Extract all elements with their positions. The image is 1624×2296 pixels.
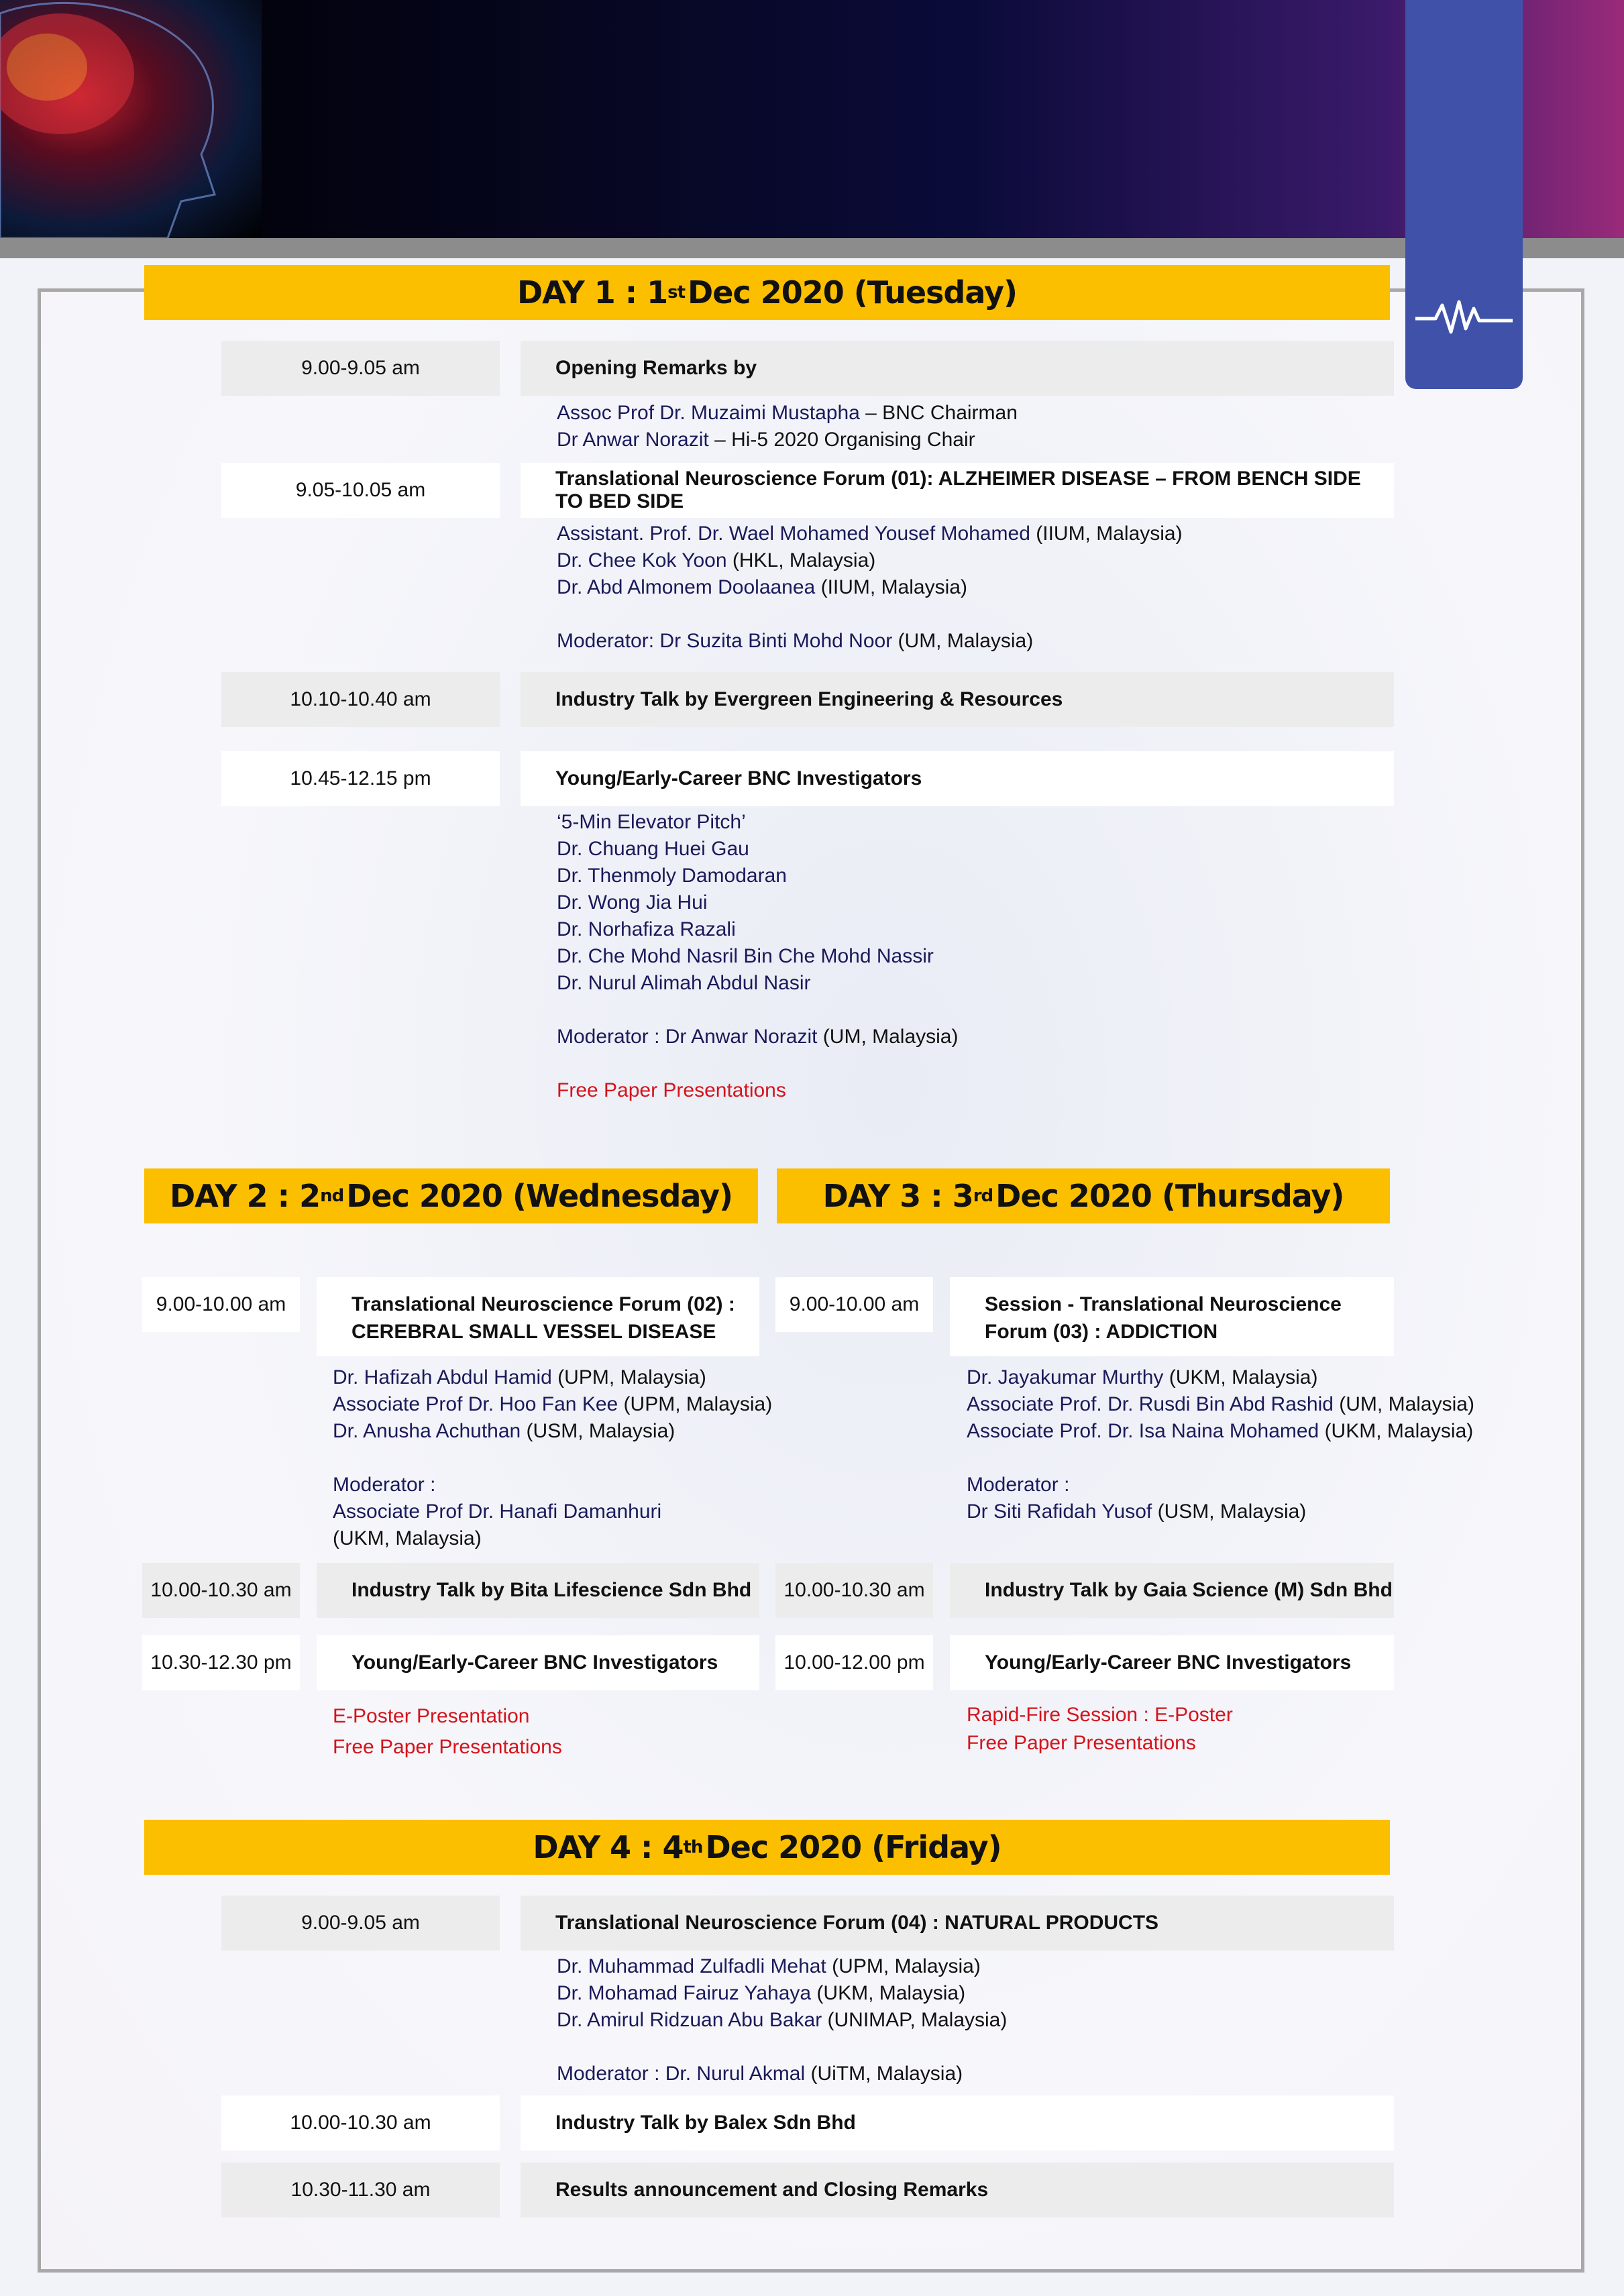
day3-title-sup: rd: [973, 1186, 993, 1206]
session-title: [950, 1277, 1394, 1356]
day4-title-prefix: DAY 4 : 4: [533, 1829, 684, 1865]
day4-title: [144, 1820, 1390, 1875]
pulse-wave-icon: [1412, 282, 1516, 349]
day3-title: [777, 1168, 1390, 1223]
speaker-line: Dr. Abd Almonem Doolaanea (IIUM, Malaysia): [557, 576, 967, 598]
session-time: 10.30-12.30 pm: [142, 1635, 300, 1690]
session-title: Industry Talk by Bita Lifescience Sdn Bhd: [317, 1563, 759, 1618]
session-time: 10.00-10.30 am: [775, 1563, 933, 1618]
session-title: Translational Neuroscience Forum (01): ALZHEIMER DISEASE – FROM BENCH SIDE TO BED SIDE: [521, 463, 1394, 518]
moderator-line: Moderator :: [333, 1474, 436, 1496]
moderator-line: Moderator: Dr Suzita Binti Mohd Noor (UM, Malaysia): [557, 630, 1034, 652]
session-title-line: CEREBRAL SMALL VESSEL DISEASE: [351, 1321, 716, 1343]
speaker-line: Dr. Nurul Alimah Abdul Nasir: [557, 972, 811, 994]
session-speakers: [557, 400, 1018, 453]
brain-image: [0, 0, 262, 238]
day2-title-prefix: DAY 2 : 2: [169, 1178, 321, 1214]
header-divider: [0, 238, 1624, 258]
speaker-line: Dr Anwar Norazit – Hi-5 2020 Organising Chair: [557, 429, 975, 451]
session-highlights: [333, 1701, 562, 1763]
session-speakers: [333, 1364, 772, 1552]
highlight-line: Free Paper Presentations: [333, 1736, 562, 1758]
day2-title-suffix: Dec 2020 (Wednesday): [346, 1178, 733, 1214]
session-speakers: [557, 521, 1183, 655]
session-time: 9.05-10.05 am: [221, 463, 500, 518]
highlight-line: E-Poster Presentation: [333, 1705, 530, 1727]
session-highlights: [967, 1701, 1233, 1757]
session-time: 9.00-10.00 am: [142, 1277, 300, 1332]
speaker-line: Dr. Wong Jia Hui: [557, 891, 708, 914]
day1-title: [144, 265, 1390, 320]
speaker-line: Dr. Hafizah Abdul Hamid (UPM, Malaysia): [333, 1366, 706, 1388]
moderator-line: Moderator :: [967, 1474, 1070, 1496]
speaker-line: Assistant. Prof. Dr. Wael Mohamed Yousef Mohamed (IIUM, Malaysia): [557, 523, 1183, 545]
session-time: 10.30-11.30 am: [221, 2163, 500, 2218]
session-title: [317, 1277, 759, 1356]
logo-tab: [1405, 0, 1523, 389]
speaker-line: Dr. Amirul Ridzuan Abu Bakar (UNIMAP, Malaysia): [557, 2009, 1008, 2031]
speaker-line: Dr. Chuang Huei Gau: [557, 838, 749, 860]
day4-title-suffix: Dec 2020 (Friday): [705, 1829, 1002, 1865]
day2-title-sup: nd: [320, 1186, 344, 1206]
speaker-line: Associate Prof. Dr. Isa Naina Mohamed (UKM, Malaysia): [967, 1420, 1474, 1442]
session-title: Young/Early-Career BNC Investigators: [950, 1635, 1394, 1690]
brain-illustration: [0, 0, 262, 238]
day1-title-sup: st: [667, 282, 686, 303]
moderator-line: Dr Siti Rafidah Yusof (USM, Malaysia): [967, 1500, 1307, 1523]
day1-title-prefix: DAY 1 : 1: [517, 274, 668, 311]
speaker-line: Dr. Jayakumar Murthy (UKM, Malaysia): [967, 1366, 1318, 1388]
session-time: 9.00-9.05 am: [221, 1896, 500, 1951]
session-title: Results announcement and Closing Remarks: [521, 2163, 1394, 2218]
day1-title-suffix: Dec 2020 (Tuesday): [688, 274, 1017, 311]
moderator-line: Associate Prof Dr. Hanafi Damanhuri: [333, 1500, 662, 1523]
session-title: Young/Early-Career BNC Investigators: [521, 751, 1394, 806]
session-title: Young/Early-Career BNC Investigators: [317, 1635, 759, 1690]
session-title: Opening Remarks by: [521, 341, 1394, 396]
speaker-line: Associate Prof. Dr. Rusdi Bin Abd Rashid (UM, Malaysia): [967, 1393, 1474, 1415]
speaker-line: Dr. Muhammad Zulfadli Mehat (UPM, Malaysia): [557, 1955, 981, 1977]
speaker-line: ‘5-Min Elevator Pitch’: [557, 811, 746, 833]
session-time: 10.00-10.30 am: [142, 1563, 300, 1618]
session-title-line: Forum (03) : ADDICTION: [985, 1321, 1218, 1343]
speaker-line: Dr. Mohamad Fairuz Yahaya (UKM, Malaysia): [557, 1982, 966, 2004]
session-title-line: Translational Neuroscience Forum (02) :: [351, 1293, 735, 1315]
highlight-line: Free Paper Presentations: [967, 1732, 1196, 1754]
session-title: Industry Talk by Evergreen Engineering & Resources: [521, 672, 1394, 727]
session-speakers: [967, 1364, 1474, 1525]
session-speakers: [557, 809, 958, 1104]
day3-title-prefix: DAY 3 : 3: [822, 1178, 973, 1214]
day4-title-sup: th: [683, 1837, 703, 1857]
speaker-line: Dr. Norhafiza Razali: [557, 918, 736, 940]
session-time: 10.45-12.15 pm: [221, 751, 500, 806]
session-title: Industry Talk by Gaia Science (M) Sdn Bhd: [950, 1563, 1394, 1618]
session-time: 10.10-10.40 am: [221, 672, 500, 727]
session-title-line: Session - Translational Neuroscience: [985, 1293, 1342, 1315]
session-time: 10.00-10.30 am: [221, 2095, 500, 2150]
moderator-line: (UKM, Malaysia): [333, 1527, 482, 1549]
speaker-line: Dr. Thenmoly Damodaran: [557, 865, 787, 887]
speaker-line: Associate Prof Dr. Hoo Fan Kee (UPM, Malaysia): [333, 1393, 773, 1415]
moderator-line: Moderator : Dr Anwar Norazit (UM, Malaysia): [557, 1026, 959, 1048]
day2-title: [144, 1168, 758, 1223]
session-title: Translational Neuroscience Forum (04) : NATURAL PRODUCTS: [521, 1896, 1394, 1951]
day3-title-suffix: Dec 2020 (Thursday): [995, 1178, 1344, 1214]
speaker-line: Dr. Chee Kok Yoon (HKL, Malaysia): [557, 549, 876, 571]
speaker-line: Dr. Che Mohd Nasril Bin Che Mohd Nassir: [557, 945, 934, 967]
session-time: 9.00-10.00 am: [775, 1277, 933, 1332]
highlight-line: Free Paper Presentations: [557, 1079, 786, 1101]
speaker-line: Dr. Anusha Achuthan (USM, Malaysia): [333, 1420, 675, 1442]
session-title: Industry Talk by Balex Sdn Bhd: [521, 2095, 1394, 2150]
session-time: 10.00-12.00 pm: [775, 1635, 933, 1690]
speaker-line: Assoc Prof Dr. Muzaimi Mustapha – BNC Chairman: [557, 402, 1018, 424]
session-speakers: [557, 1953, 1007, 2087]
moderator-line: Moderator : Dr. Nurul Akmal (UiTM, Malaysia): [557, 2063, 963, 2085]
session-time: 9.00-9.05 am: [221, 341, 500, 396]
highlight-line: Rapid-Fire Session : E-Poster: [967, 1704, 1233, 1726]
